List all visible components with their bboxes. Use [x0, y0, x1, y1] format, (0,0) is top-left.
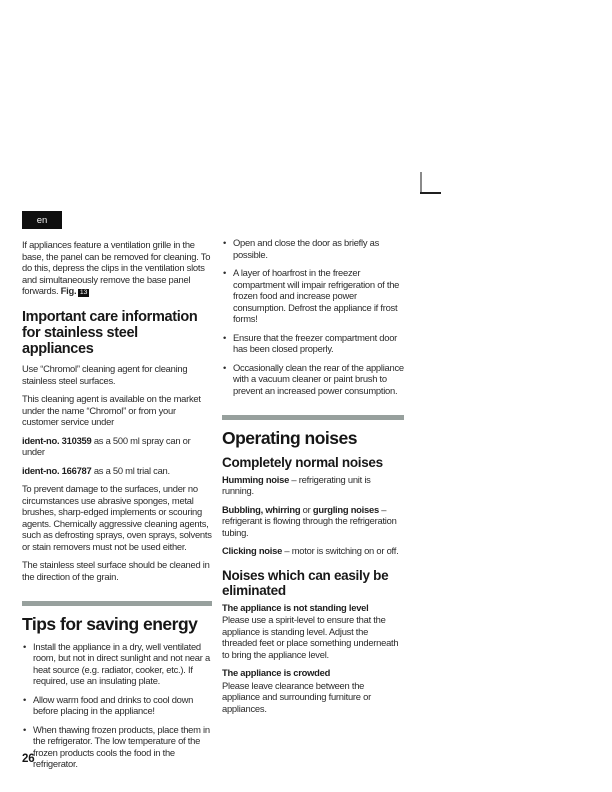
- section-divider-bar: [222, 415, 404, 420]
- left-column: [22, 239, 212, 777]
- ident-text-2: as a 50 ml trial can.: [91, 464, 170, 476]
- noise-item-humming: [222, 474, 404, 497]
- energy-bullet-list: [222, 237, 404, 396]
- language-badge: en: [22, 211, 62, 229]
- not-standing-level-text: Please use a spirit-level to ensure that the appliance is standing level. Adjust the threaded feet or place something underneath to bring the appliance level.: [222, 614, 399, 660]
- page-number: 26: [22, 753, 35, 765]
- appliance-crowded-text: Please leave clearance between the appliance and surrounding furniture or appliances.: [222, 679, 371, 714]
- noise-description: – refrigerating unit is running.: [222, 473, 371, 496]
- care-paragraph-2: This cleaning agent is available on the market under the name “Chromol” or from your customer service under: [22, 393, 201, 427]
- crop-mark-horizontal: [420, 192, 441, 194]
- tips-bullet-list: [22, 641, 212, 770]
- right-column: [222, 237, 404, 721]
- operating-noises-title: Operating noises: [222, 428, 357, 448]
- appliance-crowded-title: The appliance is crowded: [222, 667, 331, 678]
- list-item: • A layer of hoarfrost in the freezer compartment will impair refrigeration of the frozen food and increase power consumption. Defrost the appliance if frost forms!: [222, 267, 404, 325]
- crop-mark-vertical: [420, 172, 422, 193]
- not-standing-level-title: The appliance is not standing level: [222, 601, 369, 613]
- list-item: • Ensure that the freezer compartment door has been closed properly.: [222, 332, 404, 355]
- tips-section-title: Tips for saving energy: [22, 614, 198, 634]
- ident-number-2: ident-no. 166787: [22, 464, 92, 476]
- list-item: • Open and close the door as briefly as possible.: [222, 237, 404, 260]
- eliminated-noises-title: Noises which can easily be eliminated: [222, 567, 389, 598]
- list-item: • Occasionally clean the rear of the appliance with a vacuum cleaner or paint brush to prevent an increased power consumption.: [222, 362, 404, 397]
- care-section-title: Important care information for stainless steel appliances: [22, 309, 198, 357]
- care-paragraph-1: Use “Chromol” cleaning agent for cleaning stainless steel surfaces.: [22, 363, 188, 386]
- list-item: • When thawing frozen products, place them in the refrigerator. The low temperature of the frozen products cools the food in the refrigerator.: [22, 724, 212, 770]
- normal-noises-title: Completely normal noises: [222, 454, 383, 470]
- noise-item-bubbling: [222, 504, 404, 539]
- intro-text: If appliances feature a ventilation grille in the base, the panel can be removed for cleaning. To do this, depress the clips in the ventilation slots and simultaneously remove the base panel forwards.: [22, 239, 211, 296]
- ident-number-1: ident-no. 310359: [22, 434, 92, 446]
- noise-description: – motor is switching on or off.: [282, 545, 399, 556]
- noise-term: Humming noise: [222, 473, 290, 485]
- ident-line-2: [22, 465, 212, 477]
- intro-paragraph: [22, 239, 212, 297]
- noise-term: gurgling noises: [312, 503, 379, 515]
- list-item: • Install the appliance in a dry, well ventilated room, but not in direct sunlight and not near a heat source (e.g. radiator, cooker, etc.). If required, use an insulating plate.: [22, 641, 212, 687]
- ident-line-1: [22, 435, 212, 458]
- ident-text-1: as a 500 ml spray can or under: [22, 434, 191, 457]
- section-divider-bar: [22, 601, 212, 606]
- figure-number-box: 13: [79, 288, 88, 296]
- noise-term: Clicking noise: [222, 545, 283, 556]
- care-paragraph-3: To prevent damage to the surfaces, under no circumstances use abrasive sponges, metal brushes, sharp-edged implements or scouring agents. Chemically aggressive cleaning agents, such as defrosting sprays, oven sprays, solvents or stain removers must not be used either.: [22, 483, 212, 552]
- list-item: • Allow warm food and drinks to cool down before placing in the appliance!: [22, 694, 212, 717]
- care-paragraph-4: The stainless steel surface should be cleaned in the direction of the grain.: [22, 559, 210, 582]
- noise-term: Bubbling, whirring: [222, 503, 301, 515]
- noise-item-clicking: [222, 545, 404, 557]
- figure-reference-label: Fig.: [60, 285, 77, 296]
- noise-description: – refrigerant is flowing through the refrigeration tubing.: [222, 503, 397, 538]
- noise-description: or: [300, 503, 313, 515]
